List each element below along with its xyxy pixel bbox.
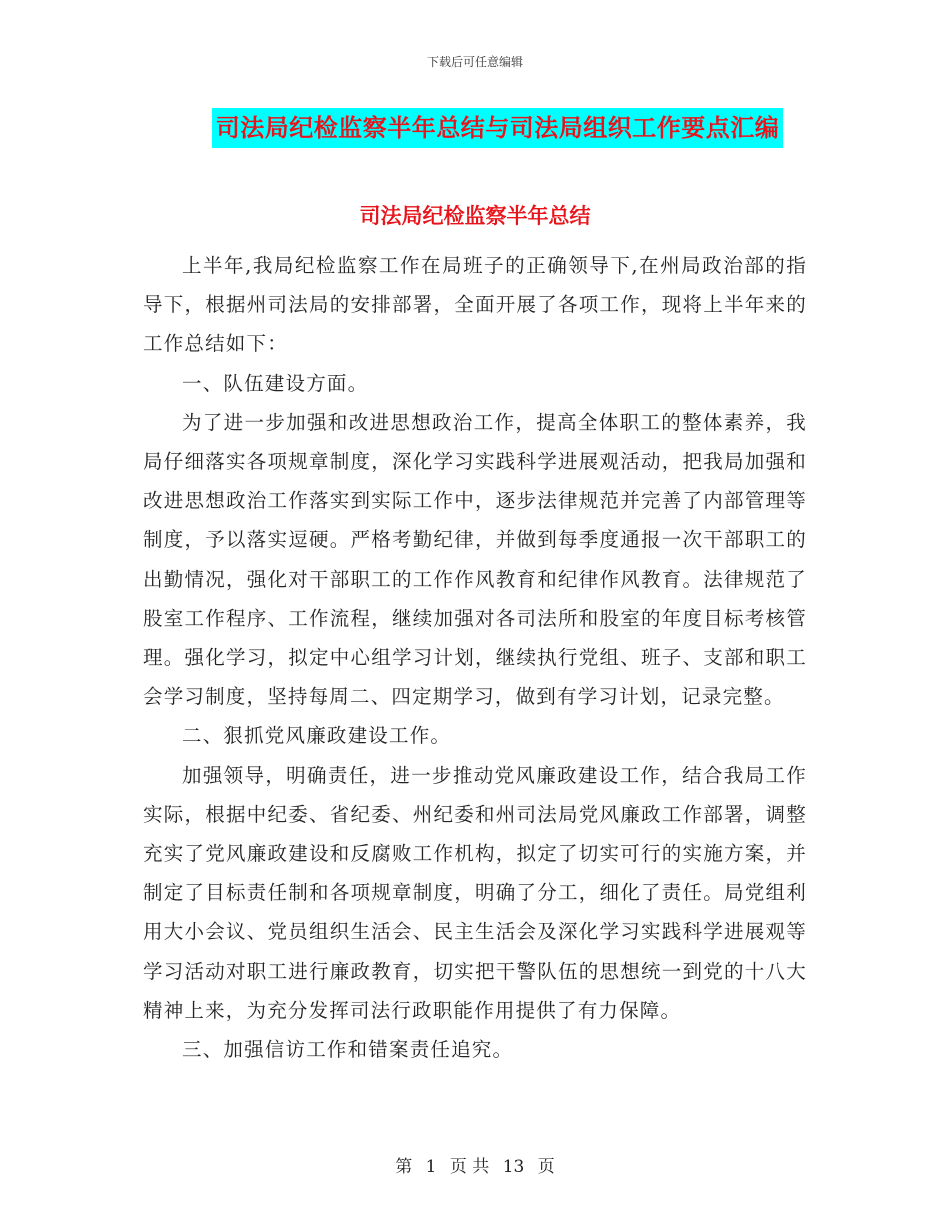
- section-title: 司法局纪检监察半年总结: [359, 204, 591, 228]
- heading-party-conduct: 二、狠抓党风廉政建设工作。: [182, 724, 452, 748]
- footer-suffix: 页: [537, 1157, 555, 1177]
- header-note: 下载后可任意编辑: [426, 55, 523, 69]
- page-footer: [0, 1152, 950, 1177]
- document-body: [143, 246, 807, 1069]
- document-main-title: 司法局纪检监察半年总结与司法局组织工作要点汇编: [212, 108, 784, 148]
- main-title-container: [0, 108, 950, 148]
- page-number: 1: [425, 1157, 437, 1177]
- paragraph-intro: 上半年,我局纪检监察工作在局班子的正确领导下,在州局政治部的指导下，根据州司法局的安排部署，全面开展了各项工作，现将上半年来的工作总结如下：: [143, 254, 807, 356]
- paragraph-team-building: 为了进一步加强和改进思想政治工作，提高全体职工的整体素养，我局仔细落实各项规章制度，深化学习实践科学进展观活动，把我局加强和改进思想政治工作落实到实际工作中，逐步法律规范并完善了内部管理等制度，予以落实逗硬。严格考勤纪律，并做到每季度通报一次干部职工的出勤情况，强化对干部职工的工作作风教育和纪律作风教育。法律规范了股室工作程序、工作流程，继续加强对各司法所和股室的年度目标考核管理。强化学习，拟定中心组学习计划，继续执行党组、班子、支部和职工会学习制度，坚持每周二、四定期学习，做到有学习计划，记录完整。: [143, 410, 807, 709]
- heading-petition-work: 三、加强信访工作和错案责任追究。: [182, 1038, 514, 1062]
- total-pages: 13: [502, 1157, 525, 1177]
- paragraph-party-conduct: 加强领导，明确责任，进一步推动党风廉政建设工作，结合我局工作实际，根据中纪委、省纪委、州纪委和州司法局党风廉政工作部署，调整充实了党风廉政建设和反腐败工作机构，拟定了切实可行的实施方案，并制定了目标责任制和各项规章制度，明确了分工，细化了责任。局党组利用大小会议、党员组织生活会、民主生活会及深化学习实践科学进展观等学习活动对职工进行廉政教育，切实把干警队伍的思想统一到党的十八大精神上来，为充分发挥司法行政职能作用提供了有力保障。: [143, 763, 807, 1022]
- footer-middle: 页 共: [449, 1157, 490, 1177]
- heading-team-building: 一、队伍建设方面。: [182, 371, 369, 395]
- footer-prefix: 第: [395, 1157, 413, 1177]
